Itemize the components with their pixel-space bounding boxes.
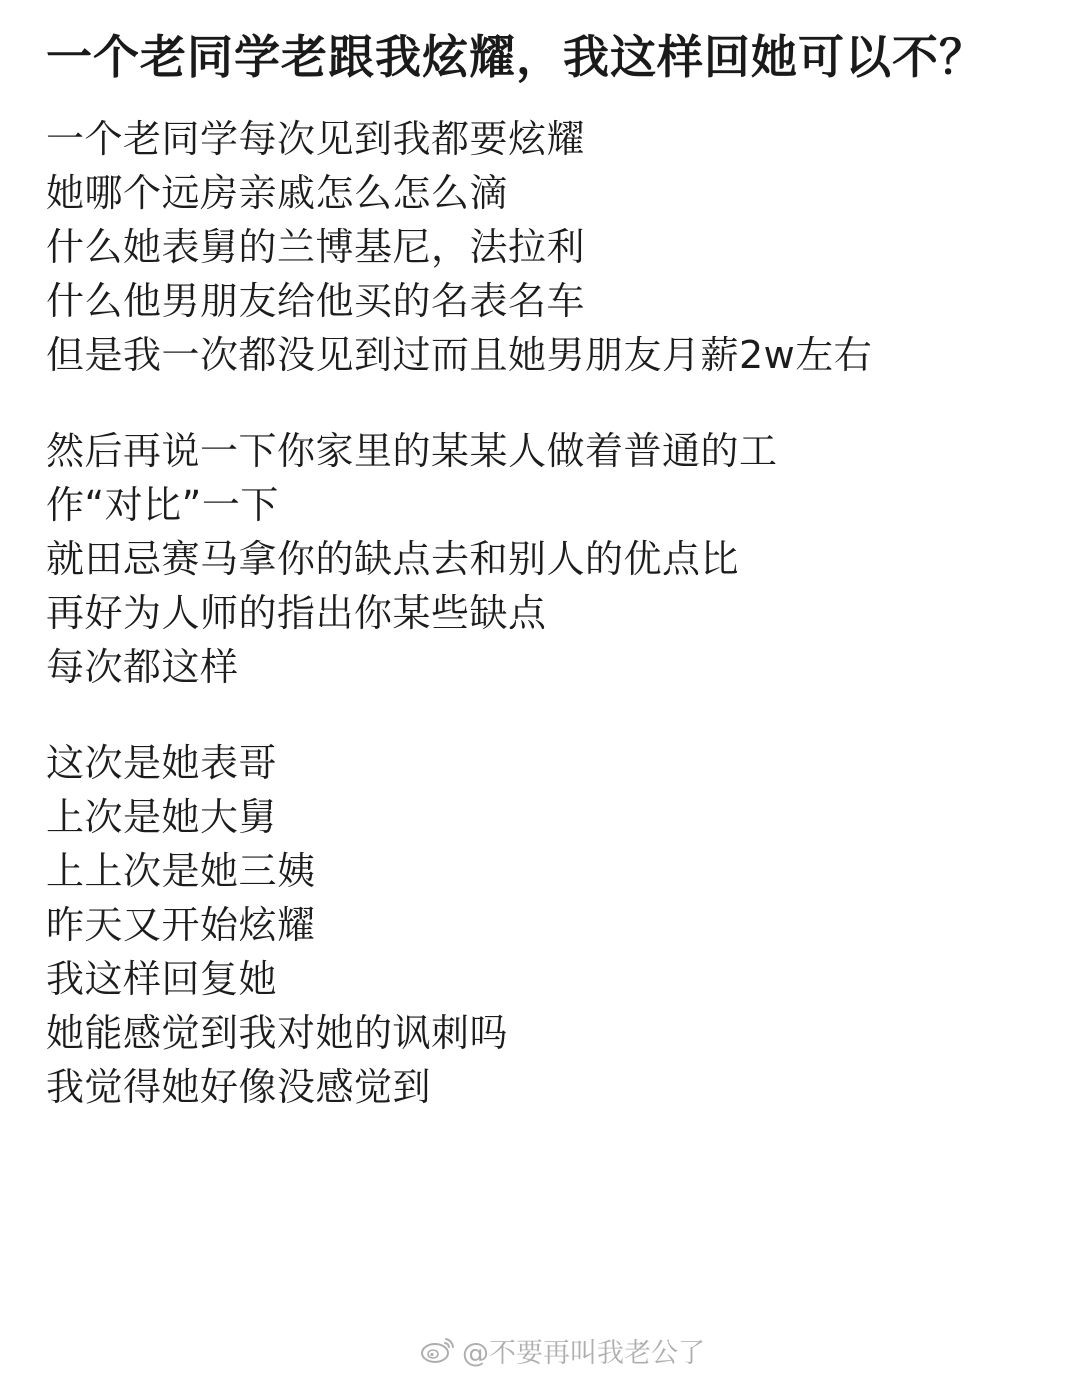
body-line: 一个老同学每次见到我都要炫耀 <box>46 117 586 161</box>
body-line: 这次是她表哥 <box>46 741 278 785</box>
paragraph-1 <box>46 112 1046 382</box>
post-title: 一个老同学老跟我炫耀，我这样回她可以不？ <box>46 30 986 84</box>
body-line: 上上次是她三姨 <box>46 849 316 893</box>
paragraph-3 <box>46 736 1046 1114</box>
body-line: 昨天又开始炫耀 <box>46 903 316 947</box>
post-content <box>46 22 1046 1114</box>
body-line: 上次是她大舅 <box>46 795 278 839</box>
body-line: 每次都这样 <box>46 645 239 689</box>
body-line: 什么她表舅的兰博基尼，法拉利 <box>46 225 586 269</box>
body-line: 再好为人师的指出你某些缺点 <box>46 591 547 635</box>
watermark-text: @不要再叫我老公了 <box>462 1337 705 1369</box>
watermark <box>420 1330 705 1370</box>
body-line: 然后再说一下你家里的某某人做着普通的工 <box>46 429 778 473</box>
body-line: 什么他男朋友给他买的名表名车 <box>46 279 586 323</box>
body-line: 但是我一次都没见到过而且她男朋友月薪2w左右 <box>46 333 873 377</box>
body-line: 她哪个远房亲戚怎么怎么滴 <box>46 171 509 215</box>
body-line: 我觉得她好像没感觉到 <box>46 1065 432 1109</box>
body-line: 作“对比”一下 <box>46 483 279 527</box>
weibo-logo-icon <box>420 1335 456 1365</box>
body-line: 我这样回复她 <box>46 957 278 1001</box>
body-line: 她能感觉到我对她的讽刺吗 <box>46 1011 509 1055</box>
body-line: 就田忌赛马拿你的缺点去和别人的优点比 <box>46 537 740 581</box>
paragraph-2 <box>46 424 1046 694</box>
